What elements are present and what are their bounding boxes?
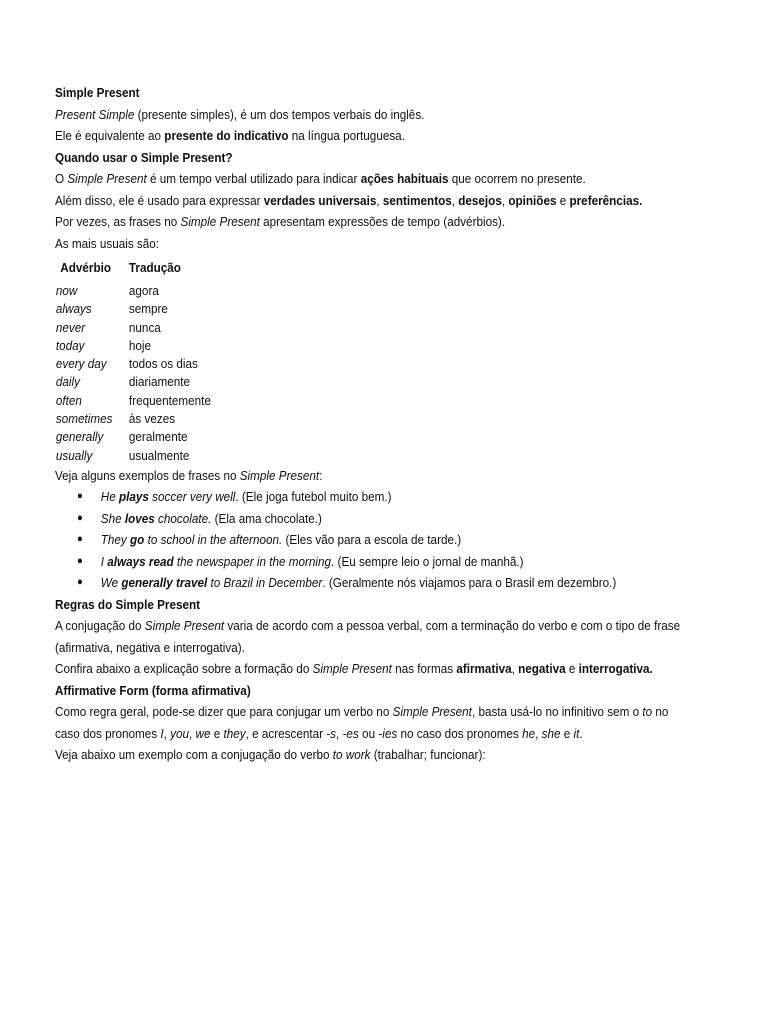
text: , basta usá-lo no infinitivo sem o — [471, 704, 643, 720]
example-rest: to school in the afternoon — [144, 532, 280, 548]
example-translation: (Ela ama chocolate.) — [211, 510, 322, 526]
list-item — [55, 508, 715, 530]
example-period: . — [331, 553, 335, 569]
term: Simple Present — [180, 214, 260, 229]
text: , — [501, 192, 509, 208]
table-row — [55, 355, 211, 373]
text: : — [319, 467, 323, 483]
text: apresentam expressões de tempo (advérbios). — [259, 214, 506, 229]
affirmative-paragraph-2 — [55, 744, 715, 766]
suffix: -ies — [378, 725, 398, 741]
example-period: . — [279, 532, 283, 548]
term: Simple Present — [312, 661, 392, 677]
bullet-icon: ● — [77, 511, 83, 524]
adverb-cell: often — [55, 392, 82, 408]
pronoun: I — [160, 725, 164, 741]
list-item — [55, 551, 715, 573]
adverb-cell: daily — [55, 374, 80, 390]
translation-cell: às vezes — [128, 411, 176, 427]
text: (trabalhar; funcionar): — [370, 747, 486, 763]
text: e — [210, 725, 224, 741]
intro-text: na língua portuguesa. — [288, 128, 405, 143]
examples-intro — [55, 465, 715, 487]
adverb-table — [55, 254, 211, 465]
term: Simple Present — [239, 467, 320, 483]
text: no caso dos pronomes — [55, 704, 669, 741]
suffix: -es — [342, 725, 359, 741]
table-row — [55, 300, 211, 318]
example-period: . — [208, 510, 212, 526]
example-subject: She — [100, 510, 125, 526]
pronoun: you — [170, 725, 190, 741]
example-period: . — [322, 575, 326, 591]
pronoun: it — [573, 725, 580, 741]
translation-cell: nunca — [128, 319, 161, 335]
when-paragraph-3 — [55, 211, 715, 233]
rules-paragraph-1 — [55, 615, 695, 658]
example-verb: plays — [118, 489, 149, 505]
example-period: . — [235, 489, 239, 505]
bold-term: interrogativa. — [578, 661, 653, 677]
term: to — [642, 704, 653, 720]
example-rest: the newspaper in the morning — [173, 553, 332, 569]
example-subject: We — [100, 575, 122, 591]
text: O — [55, 171, 68, 186]
adverb-table-header — [55, 254, 211, 282]
text: A conjugação do — [55, 618, 145, 634]
bold-term: sentimentos — [382, 192, 452, 208]
bullet-icon: ● — [77, 554, 83, 567]
term: Simple Present — [392, 704, 472, 720]
adverb-cell: never — [55, 319, 86, 335]
example-verb: generally travel — [121, 575, 208, 591]
text: , e acrescentar — [245, 725, 327, 741]
pronoun: he — [522, 725, 536, 741]
intro-term: Present Simple — [55, 106, 135, 122]
text: , — [535, 725, 542, 741]
term: to work — [332, 747, 371, 763]
translation-cell: todos os dias — [128, 356, 198, 372]
translation-cell: agora — [128, 283, 159, 298]
example-translation: (Eu sempre leio o jornal de manhã.) — [334, 553, 524, 569]
text: varia de acordo com a pessoa verbal, com a terminação do verbo e com o tipo de frase (afirmativa, negativa e interrogativa). — [55, 618, 681, 655]
text: Veja abaixo um exemplo com a conjugação do verbo — [55, 747, 333, 763]
example-verb: go — [130, 532, 145, 548]
affirmative-paragraph-1 — [55, 701, 695, 744]
bold-term: opiniões — [508, 192, 557, 208]
term: Simple Present — [67, 171, 147, 186]
text: no caso dos pronomes — [397, 725, 523, 741]
page-title: Simple Present — [55, 85, 140, 100]
example-subject: He — [100, 489, 119, 505]
affirmative-heading: Affirmative Form (forma afirmativa) — [55, 682, 251, 698]
rules-paragraph-2 — [55, 658, 715, 680]
list-item — [55, 529, 715, 551]
text: é um tempo verbal utilizado para indicar — [146, 171, 361, 186]
example-translation: (Eles vão para a escola de tarde.) — [282, 532, 462, 548]
table-row — [55, 337, 211, 355]
intro-text: Ele é equivalente ao — [55, 128, 165, 143]
bullet-icon: ● — [77, 490, 83, 503]
example-rest: to Brazil in December — [207, 575, 323, 591]
when-paragraph-1 — [55, 168, 715, 190]
table-row — [55, 447, 211, 465]
intro-line-1 — [55, 104, 715, 126]
adverb-cell: now — [55, 283, 78, 298]
text: Além disso, ele é usado para expressar — [55, 192, 264, 208]
pronoun: they — [223, 725, 246, 741]
example-verb: always read — [107, 553, 174, 569]
bold-term: preferências. — [569, 192, 643, 208]
text: e — [560, 725, 574, 741]
text: nas formas — [391, 661, 457, 677]
translation-cell: usualmente — [128, 447, 190, 463]
table-row — [55, 428, 211, 446]
pronoun: we — [195, 725, 211, 741]
bold-term: ações habituais — [360, 171, 449, 186]
examples-list — [55, 486, 715, 594]
document-body — [55, 82, 715, 766]
list-item — [55, 486, 715, 508]
bold-term: desejos — [458, 192, 502, 208]
text: , — [451, 192, 459, 208]
bold-term: negativa — [518, 661, 566, 677]
text: . — [579, 725, 583, 741]
text: , — [511, 661, 519, 677]
rules-heading: Regras do Simple Present — [55, 596, 201, 612]
translation-cell: frequentemente — [128, 392, 211, 408]
column-header-adverb: Advérbio — [60, 260, 112, 275]
column-header-translation: Tradução — [128, 260, 181, 275]
text: que ocorrem no presente. — [448, 171, 586, 186]
when-paragraph-4: As mais usuais são: — [55, 235, 160, 251]
example-rest: chocolate — [154, 510, 209, 526]
text: , — [189, 725, 196, 741]
adverb-cell: always — [55, 301, 92, 317]
table-row — [55, 319, 211, 337]
text: ou — [358, 725, 379, 741]
bullet-icon: ● — [77, 533, 83, 546]
when-heading: Quando usar o Simple Present? — [55, 149, 233, 165]
intro-bold: presente do indicativo — [164, 128, 289, 143]
translation-cell: geralmente — [128, 429, 188, 445]
translation-cell: sempre — [128, 301, 168, 317]
example-rest: soccer very well — [148, 489, 236, 505]
table-row — [55, 410, 211, 428]
text: e — [556, 192, 570, 208]
example-subject: They — [100, 532, 131, 548]
when-paragraph-2 — [55, 190, 715, 212]
table-row — [55, 392, 211, 410]
intro-line-2 — [55, 125, 715, 147]
text: , — [336, 725, 343, 741]
text: Por vezes, as frases no — [55, 214, 181, 229]
example-subject: I — [100, 553, 108, 569]
suffix: -s — [326, 725, 337, 741]
table-row — [55, 282, 211, 300]
text: , — [376, 192, 383, 208]
adverb-cell: sometimes — [55, 411, 113, 427]
table-row — [55, 373, 211, 391]
text: Como regra geral, pode-se dizer que para conjugar um verbo no — [55, 704, 393, 720]
text: e — [565, 661, 579, 677]
adverb-cell: today — [55, 337, 85, 353]
translation-cell: diariamente — [128, 374, 191, 390]
bold-term: afirmativa — [456, 661, 512, 677]
adverb-cell: usually — [55, 447, 93, 463]
example-verb: loves — [124, 510, 155, 526]
term: Simple Present — [144, 618, 225, 634]
bullet-icon: ● — [77, 576, 83, 589]
translation-cell: hoje — [128, 337, 152, 353]
text: Confira abaixo a explicação sobre a formação do — [55, 661, 313, 677]
adverb-cell: every day — [55, 356, 107, 372]
text: Veja alguns exemplos de frases no — [55, 467, 240, 483]
example-translation: (Geralmente nós viajamos para o Brasil em dezembro.) — [325, 575, 617, 591]
example-translation: (Ele joga futebol muito bem.) — [238, 489, 392, 505]
text: , — [163, 725, 171, 741]
bold-term: verdades universais — [263, 192, 377, 208]
adverb-cell: generally — [55, 429, 104, 445]
list-item — [55, 572, 715, 594]
intro-text: (presente simples), é um dos tempos verbais do inglês. — [134, 106, 425, 122]
pronoun: she — [541, 725, 561, 741]
